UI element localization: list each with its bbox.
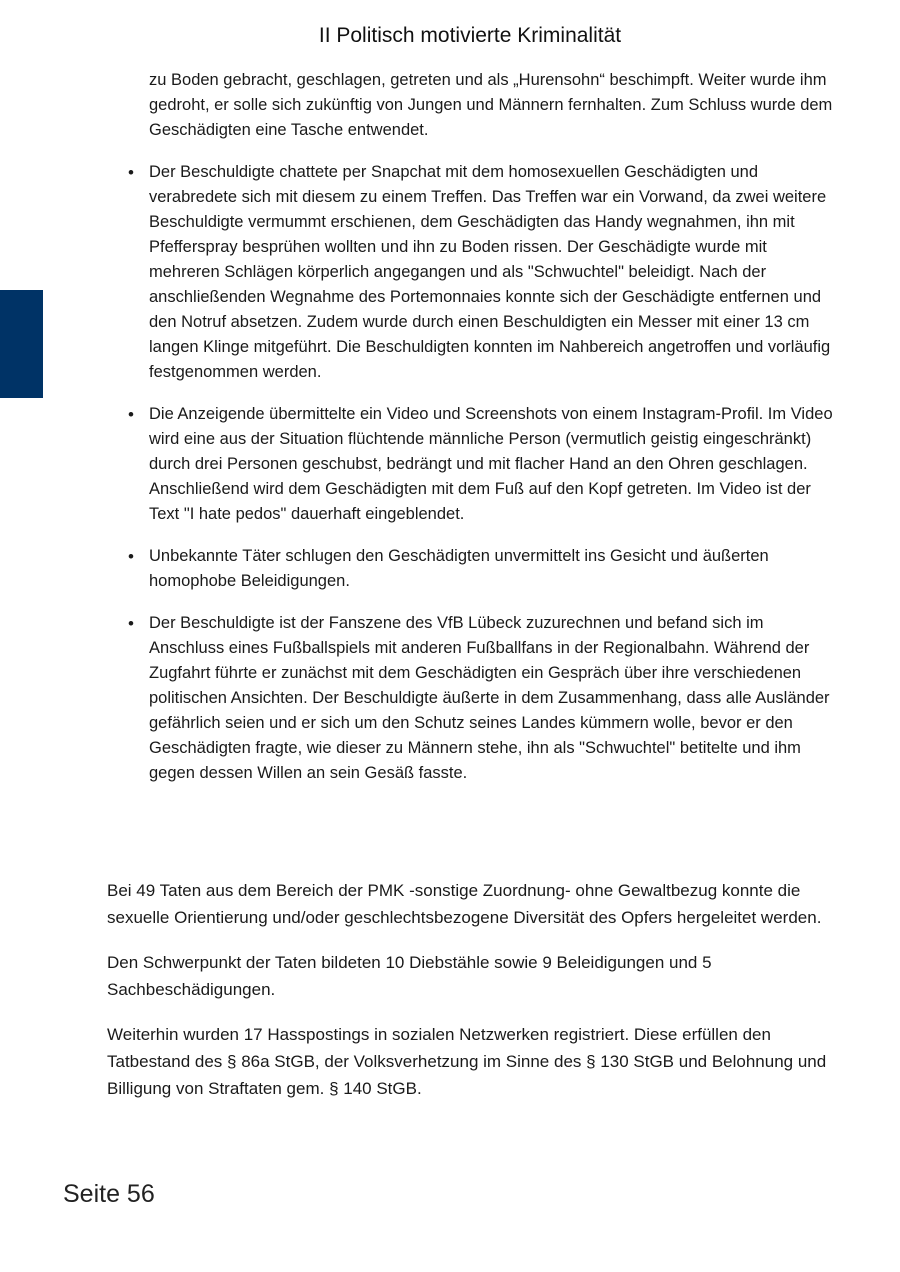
page-number: Seite 56 (63, 1180, 155, 1208)
case-list (149, 160, 839, 803)
body-paragraph: Weiterhin wurden 17 Hasspostings in sozialen Netzwerken registriert. Diese erfüllen den Tatbestand des § 86a StGB, der Volksverhetzung im Sinne des § 130 StGB und Belohnung und Billigung von Straftaten gem. § 140 StGB. (107, 1025, 827, 1098)
case-list-item: • Der Beschuldigte chattete per Snapchat mit dem homosexuellen Geschädigten und verabredete sich mit diesem zu einem Treffen. Das Treffen war ein Vorwand, da zwei weitere Beschuldigte vermummt erschienen, dem Geschädigten das Handy wegnahmen, ihn mit Pfefferspray besprühen wollten und ihn zu Boden rissen. Der Geschädigte wurde mit mehreren Schlägen körperlich angegangen und als "Schwuchtel" beleidigt. Nach der anschließenden Wegnahme des Portemonnaies konnte sich der Geschädigte entfernen und den Notruf absetzen. Zudem wurde durch einen Beschuldigten ein Messer mit einer 13 cm langen Klinge mitgeführt. Die Beschuldigten konnten im Nahbereich angetroffen und vorläufig festgenommen werden. (149, 160, 839, 385)
page-header-title: II Politisch motivierte Kriminalität (318, 24, 622, 47)
case-list-item: • Unbekannte Täter schlugen den Geschädigten unvermittelt ins Gesicht und äußerten homophobe Beleidigungen. (149, 544, 839, 594)
body-paragraph: Den Schwerpunkt der Taten bildeten 10 Diebstähle sowie 9 Beleidigungen und 5 Sachbeschädigungen. (107, 953, 712, 999)
chapter-side-tab (0, 290, 43, 398)
body-text (107, 877, 842, 1120)
case-list-item: • Der Beschuldigte ist der Fanszene des VfB Lübeck zuzurechnen und befand sich im Anschluss eines Fußballspiels mit anderen Fußballfans in der Regionalbahn. Während der Zugfahrt führte er zunächst mit dem Geschädigten ein Gespräch über ihre verschiedenen politischen Ansichten. Der Beschuldigte äußerte in dem Zusammenhang, dass alle Ausländer gefährlich seien und er sich um den Schutz seines Landes kümmern wolle, bevor er den Geschädigten fragte, wie dieser zu Männern stehe, ihn als "Schwuchtel" betitelte und ihm gegen dessen Willen an sein Gesäß fasste. (149, 611, 839, 786)
continued-paragraph: zu Boden gebracht, geschlagen, getreten und als „Hurensohn“ beschimpft. Weiter wurde ihm gedroht, er solle sich zukünftig von Jungen und Männern fernhalten. Zum Schluss wurde dem Geschädigten eine Tasche entwendet. (149, 71, 833, 139)
body-paragraph: Bei 49 Taten aus dem Bereich der PMK -sonstige Zuordnung- ohne Gewaltbezug konnte die sexuelle Orientierung und/oder geschlechtsbezogene Diversität des Opfers hergeleitet werden. (107, 881, 822, 927)
case-list-item: • Die Anzeigende übermittelte ein Video und Screenshots von einem Instagram-Profil. Im Video wird eine aus der Situation flüchtende männliche Person (vermutlich geistig eingeschränkt) durch drei Personen geschubst, bedrängt und mit flacher Hand an den Ohren geschlagen. Anschließend wird dem Geschädigten mit dem Fuß auf den Kopf getreten. Im Video ist der Text "I hate pedos" dauerhaft eingeblendet. (149, 402, 839, 527)
